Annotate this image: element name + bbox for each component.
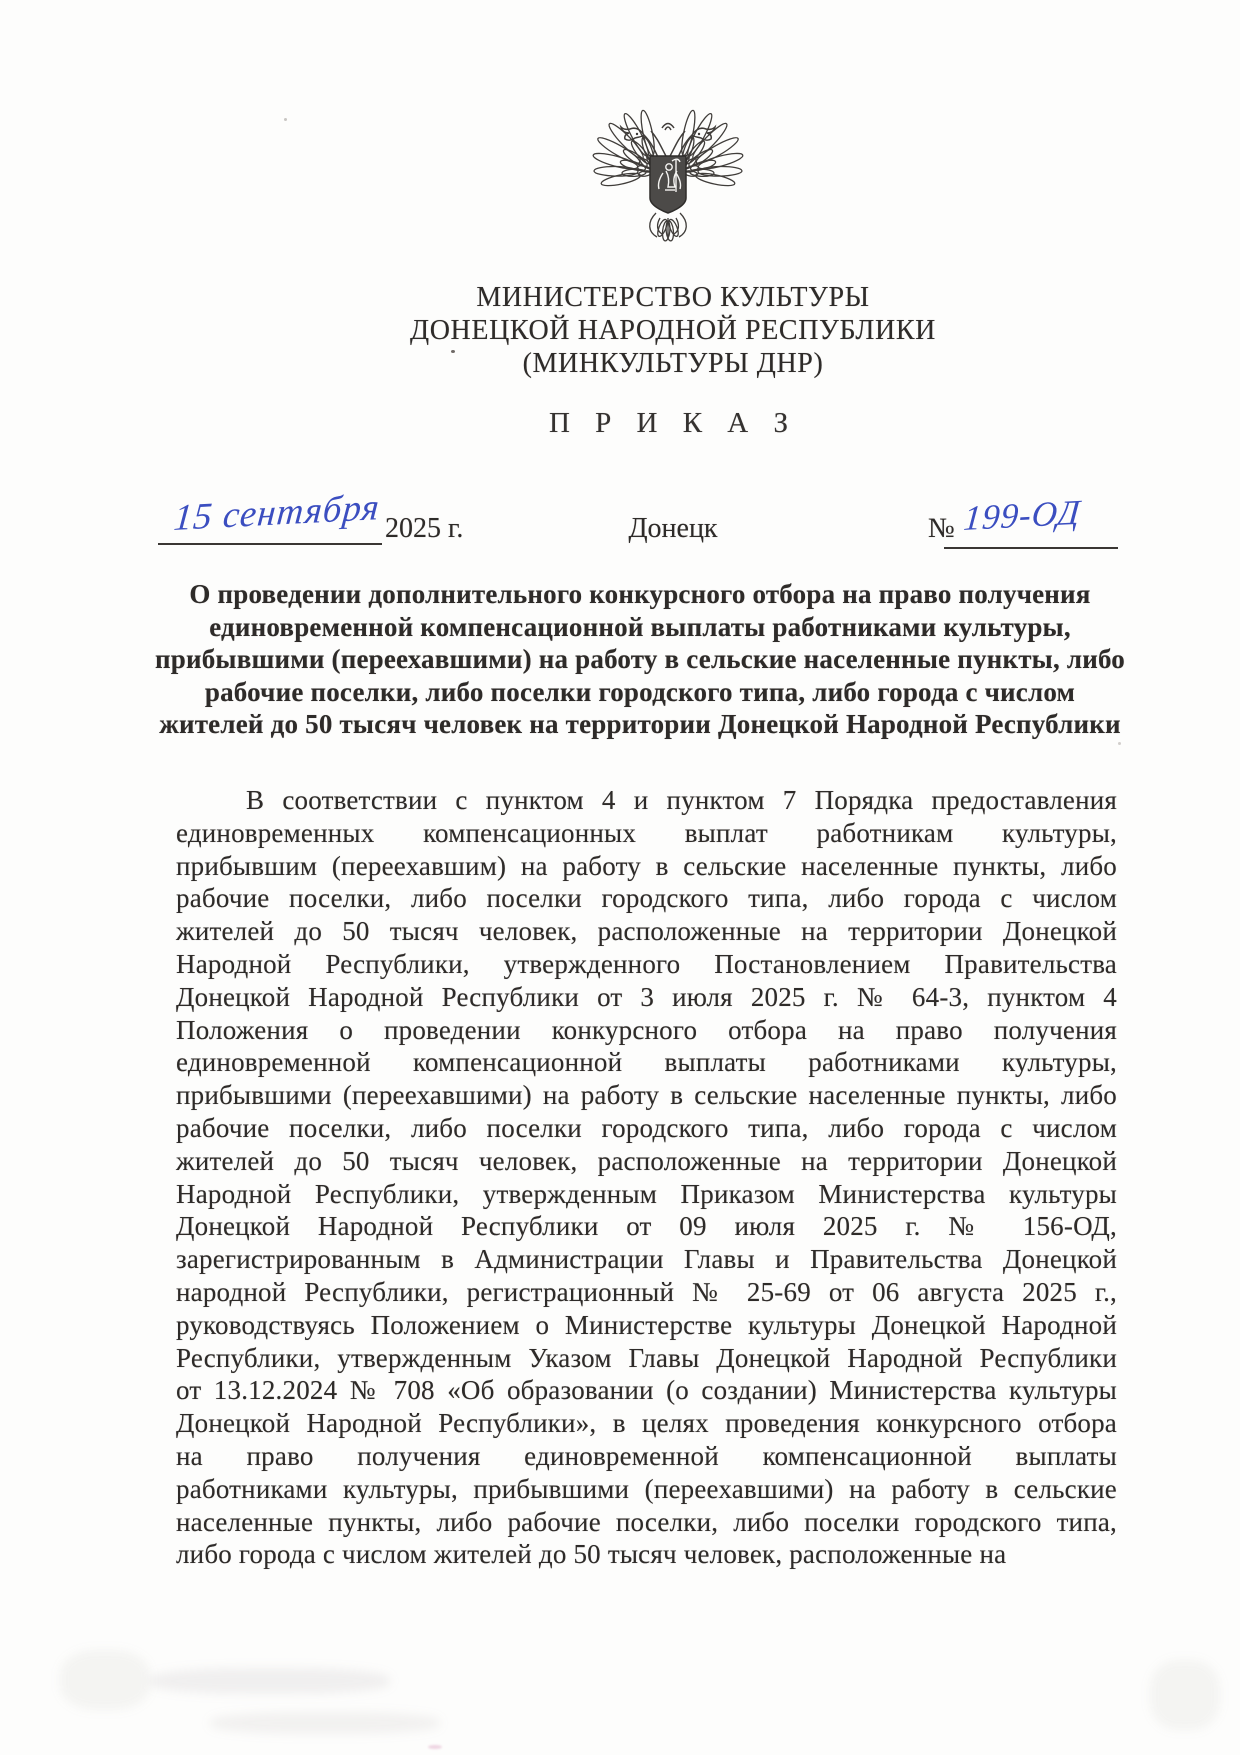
- order-body-line: народной Республики, регистрационный № 25-69 от 06 августа 2025 г.,: [176, 1276, 1117, 1307]
- org-name-line: ДОНЕЦКОЙ НАРОДНОЙ РЕСПУБЛИКИ: [410, 315, 936, 346]
- scan-bleedthrough-smudge: [150, 1668, 390, 1694]
- scan-speck: [428, 1745, 442, 1749]
- order-body-line: единовременных компенсационных выплат работникам культуры,: [176, 817, 1117, 848]
- order-body-line: Донецкой Народной Республики от 3 июля 2025 г. № 64-3, пунктом 4: [176, 981, 1117, 1012]
- printed-year: 2025 г.: [385, 513, 464, 544]
- scan-bleedthrough-smudge: [1150, 1660, 1220, 1730]
- order-body-line: Народной Республики, утвержденного Постановлением Правительства: [176, 948, 1117, 979]
- scan-bleedthrough-smudge: [60, 1650, 150, 1710]
- scan-bleedthrough-smudge: [210, 1712, 440, 1734]
- order-body-line: зарегистрированным в Администрации Главы и Правительства Донецкой: [176, 1244, 1117, 1275]
- doc-type-heading: П Р И К А З: [548, 407, 798, 439]
- order-body-line: работниками культуры, прибывшими (переехавшими) на работу в сельские: [176, 1473, 1117, 1504]
- order-body-line: жителей до 50 тысяч человек, расположенные на территории Донецкой: [176, 1145, 1117, 1176]
- order-body-line: Республики, утвержденным Указом Главы Донецкой Народной Республики: [176, 1342, 1117, 1373]
- org-name-line: (МИНКУЛЬТУРЫ ДНР): [522, 348, 824, 379]
- order-body-line: от 13.12.2024 № 708 «Об образовании (о создании) Министерства культуры: [176, 1375, 1117, 1406]
- number-sign-label: №: [928, 513, 955, 544]
- order-body-line: жителей до 50 тысяч человек, расположенные на территории Донецкой: [176, 916, 1117, 947]
- order-body-line: Донецкой Народной Республики от 09 июля 2025 г. № 156-ОД,: [176, 1211, 1117, 1242]
- scan-speck: [451, 350, 455, 353]
- order-body-line: населенные пункты, либо рабочие поселки, либо поселки городского типа,: [176, 1506, 1117, 1537]
- place-name: Донецк: [628, 513, 718, 544]
- order-body-line: руководствуясь Положением о Министерстве культуры Донецкой Народной: [176, 1309, 1117, 1340]
- order-body-line: Положения о проведении конкурсного отбора на право получения: [176, 1014, 1117, 1045]
- order-title-line: О проведении дополнительного конкурсного отбора на право получения: [189, 579, 1091, 609]
- order-title-line: единовременной компенсационной выплаты работниками культуры,: [209, 611, 1071, 642]
- order-title: [150, 578, 1130, 741]
- order-body-line: рабочие поселки, либо поселки городского типа, либо города с числом: [176, 1112, 1117, 1143]
- order-body-line: либо города с числом жителей до 50 тысяч человек, расположенные на: [176, 1539, 1007, 1570]
- order-body-line: В соответствии с пунктом 4 и пунктом 7 Порядка предоставления: [246, 785, 1117, 815]
- order-body-line: на право получения единовременной компенсационной выплаты: [176, 1440, 1117, 1471]
- order-body-line: рабочие поселки, либо поселки городского типа, либо города с числом: [176, 883, 1117, 914]
- handwritten-date: 15 сентября: [172, 486, 382, 539]
- org-name-line: МИНИСТЕРСТВО КУЛЬТУРЫ: [476, 282, 870, 313]
- order-body-line: единовременной компенсационной выплаты работниками культуры,: [176, 1047, 1117, 1078]
- handwritten-order-number: 199-ОД: [962, 492, 1083, 538]
- order-body-line: прибывшим (переехавшим) на работу в сельские населенные пункты, либо: [176, 850, 1117, 881]
- scan-speck: [1118, 742, 1121, 745]
- order-body-paragraph: [176, 784, 1117, 1571]
- order-body-line: прибывшими (переехавшими) на работу в сельские населенные пункты, либо: [176, 1080, 1117, 1111]
- order-title-line: прибывшими (переехавшими) на работу в сельские населенные пункты, либо: [154, 644, 1125, 675]
- order-title-line: рабочие поселки, либо поселки городского типа, либо города с числом: [204, 676, 1076, 707]
- org-name-block: [103, 281, 1240, 380]
- dnr-coat-of-arms-icon: [586, 108, 750, 254]
- order-body-line: Донецкой Народной Республики», в целях проведения конкурсного отбора: [176, 1408, 1117, 1439]
- order-body-line: Народной Республики, утвержденным Приказом Министерства культуры: [176, 1178, 1117, 1209]
- order-title-line: жителей до 50 тысяч человек на территории Донецкой Народной Республики: [159, 709, 1121, 740]
- scan-speck: [284, 118, 287, 121]
- number-underline: [944, 547, 1118, 549]
